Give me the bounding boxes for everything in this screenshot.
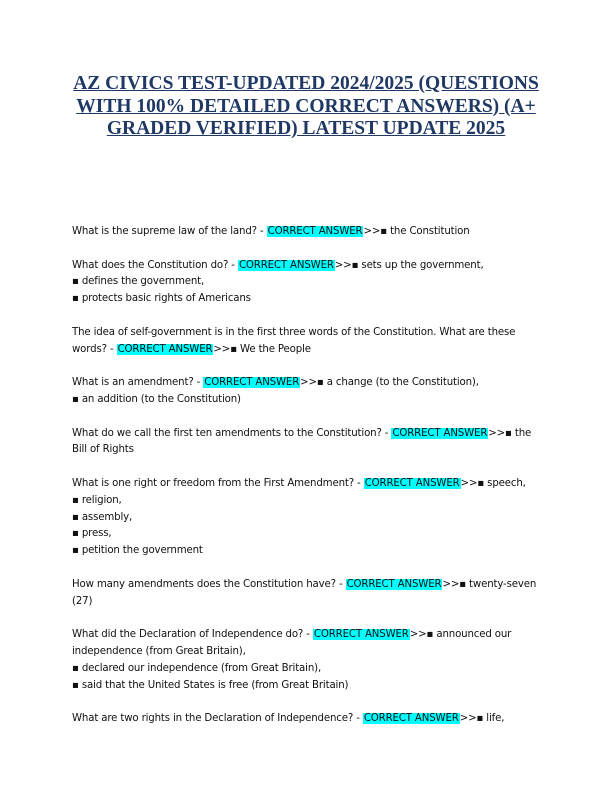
qa-question-line — [72, 426, 548, 460]
question-text: What does the Constitution do? - — [72, 259, 238, 271]
qa-item — [72, 627, 548, 694]
qa-question-line — [72, 577, 548, 611]
correct-answer-label: CORRECT ANSWER — [117, 343, 213, 355]
qa-item — [72, 476, 548, 560]
answer-text: >>▪ speech, — [460, 477, 526, 489]
question-text: What is the supreme law of the land? - — [72, 226, 267, 237]
answer-bullet: ▪ press, — [72, 528, 112, 540]
qa-question-line — [72, 627, 548, 661]
correct-answer-label: CORRECT ANSWER — [313, 629, 409, 641]
answer-text: >>▪ We the People — [213, 343, 311, 355]
answer-bullet: ▪ an addition (to the Constitution) — [72, 393, 241, 405]
qa-item — [72, 711, 548, 728]
qa-question-line — [72, 325, 548, 359]
qa-item — [72, 375, 548, 409]
correct-answer-label: CORRECT ANSWER — [363, 713, 459, 725]
document-title: AZ CIVICS TEST-UPDATED 2024/2025 (QUESTIONS WITH 100% DETAILED CORRECT ANSWERS) (A+ GRADED VERIFIED) LATEST UPDATE 2025 — [73, 73, 539, 139]
correct-answer-label: CORRECT ANSWER — [238, 259, 334, 271]
answer-bullet: ▪ said that the United States is free (from Great Britain) — [72, 679, 349, 691]
question-text: What is an amendment? - — [72, 377, 204, 389]
answer-bullet: ▪ religion, — [72, 494, 122, 506]
question-text: What are two rights in the Declaration of Independence? - — [72, 713, 363, 725]
question-text: How many amendments does the Constitution have? - — [72, 578, 346, 590]
answer-text: >>▪ twenty-seven (27) — [72, 578, 537, 607]
qa-question-line — [72, 375, 548, 392]
correct-answer-label: CORRECT ANSWER — [364, 477, 460, 489]
answer-bullet: ▪ petition the government — [72, 545, 203, 557]
answer-bullet: ▪ protects basic rights of Americans — [72, 293, 251, 305]
answer-text: >>▪ a change (to the Constitution), — [300, 377, 479, 389]
correct-answer-label: CORRECT ANSWER — [204, 377, 300, 389]
question-text: The idea of self-government is in the first three words of the Constitution. What are these words? - — [72, 326, 516, 355]
qa-list — [72, 224, 548, 745]
answer-bullet: ▪ declared our independence (from Great Britain), — [72, 662, 322, 674]
answer-bullet: ▪ assembly, — [72, 511, 133, 523]
correct-answer-label: CORRECT ANSWER — [346, 578, 442, 590]
qa-item — [72, 224, 548, 241]
question-text: What did the Declaration of Independence do? - — [72, 629, 313, 641]
qa-item — [72, 426, 548, 460]
qa-item — [72, 325, 548, 359]
answer-bullet: ▪ defines the government, — [72, 276, 205, 288]
answer-text: >>▪ announced our independence (from Great Britain), — [72, 629, 512, 657]
qa-question-line — [72, 711, 548, 728]
answer-text: >>▪ sets up the government, — [334, 259, 484, 271]
correct-answer-label: CORRECT ANSWER — [392, 427, 488, 439]
qa-question-line — [72, 476, 548, 493]
qa-question-line — [72, 224, 548, 241]
answer-text: >>▪ life, — [459, 713, 505, 725]
question-text: What is one right or freedom from the First Amendment? - — [72, 477, 364, 489]
question-text: What do we call the first ten amendments to the Constitution? - — [72, 427, 392, 439]
qa-question-line — [72, 258, 548, 275]
qa-item — [72, 258, 548, 308]
answer-text: >>▪ the Constitution — [363, 226, 470, 237]
qa-item — [72, 577, 548, 611]
correct-answer-label: CORRECT ANSWER — [267, 226, 363, 237]
answer-text: >>▪ the Bill of Rights — [72, 427, 532, 456]
